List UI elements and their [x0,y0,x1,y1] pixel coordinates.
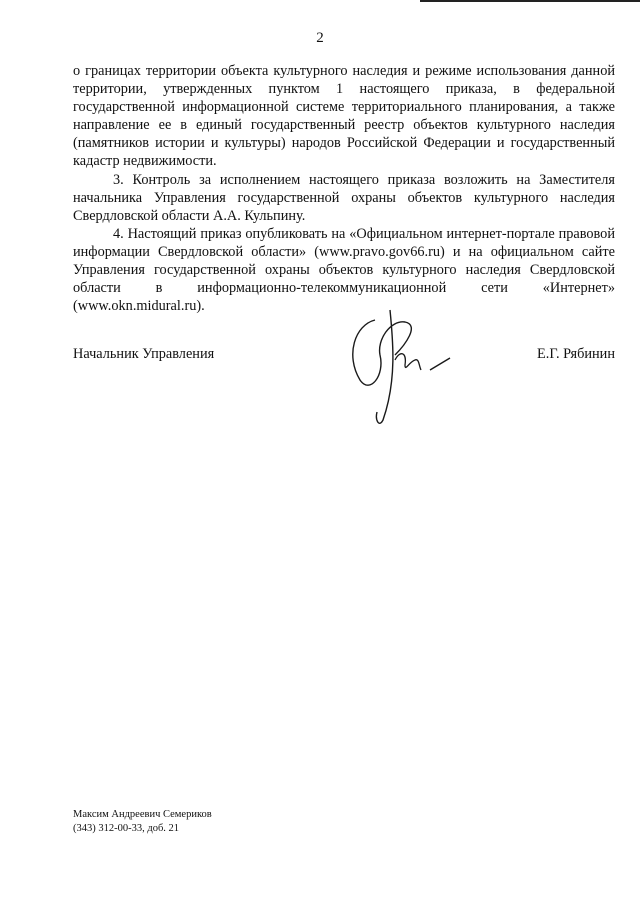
executor-name: Максим Андреевич Семериков [73,809,212,820]
paragraph-continuation: о границах территории объекта культурного наследия и режиме использования данной территории, утвержденных пунктом 1 настоящего приказа, в федеральной государственной информационной системе территориального планирования, а также направление ее в единый государственный реестр объектов культурного наследия (памятников истории и культуры) народов Российской Федерации и государственный кадастр недвижимости. [73,63,615,170]
executor-block [73,808,212,836]
page-number: 2 [316,30,324,46]
document-body [73,62,615,315]
signature-block [73,346,615,366]
paragraph-item-4: 4. Настоящий приказ опубликовать на «Официальном интернет-портале правовой информации Свердловской области» (www.pravo.gov66.ru) и на официальном сайте Управления государственной охраны объектов культурного наследия Свердловской области в информационно-телекоммуникационной сети «Интернет» (www.okn.midural.ru). [73,225,615,315]
signer-title: Начальник Управления [73,346,215,362]
scan-edge-mark [0,0,640,20]
paragraph-item-3: 3. Контроль за исполнением настоящего приказа возложить на Заместителя начальника Управления государственной охраны объектов культурного наследия Свердловской области А.А. Кульпину. [73,171,615,224]
signer-name: Е.Г. Рябинин [537,346,615,362]
executor-phone: (343) 312-00-33, доб. 21 [73,823,180,834]
